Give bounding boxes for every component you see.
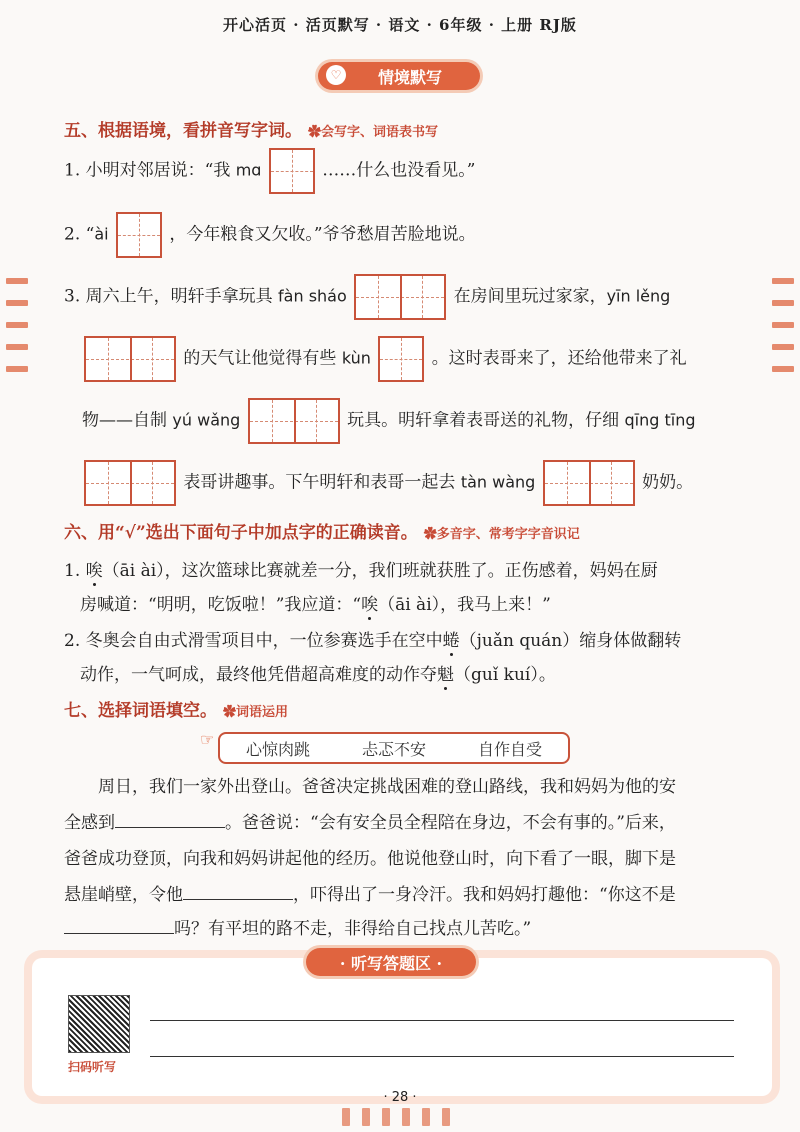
side-mark <box>772 344 794 350</box>
bottom-mark <box>362 1108 370 1126</box>
page-header: 开心活页 · 活页默写 · 语文 · 6年级 · 上册 RJ版 <box>223 16 577 34</box>
section-7-title: 七、选择词语填空。 ✿词语运用 <box>64 701 289 721</box>
word-option: 心惊肉跳 <box>245 739 310 759</box>
q1-line: 1. 小明对邻居说：“我 mɑ ……什么也没看见。” <box>64 148 475 194</box>
word-option: 自作自受 <box>477 739 542 759</box>
s7-line-2: 全感到 。爸爸说：“会有安全员全程陪在身边，不会有事的。”后来， <box>64 813 676 833</box>
qr-code-icon[interactable] <box>68 995 130 1053</box>
section-5-tag: ✿会写字、词语表书写 <box>308 125 439 140</box>
s6-line-1: 1. 唉（āi ài），这次篮球比赛就差一分，我们班就获胜了。正伤感着，妈妈在厨 <box>64 561 658 581</box>
answer-line[interactable] <box>150 1020 734 1021</box>
answer-line[interactable] <box>150 1056 734 1057</box>
s7-line-3: 爸爸成功登顶，向我和妈妈讲起他的经历。他说他登山时，向下看了一眼，脚下是 <box>64 849 676 869</box>
q2-line: 2. “ài ，今年粮食又欠收。”爷爷愁眉苦脸地说。 <box>64 212 476 258</box>
answer-area <box>32 958 772 1096</box>
word-option: 忐忑不安 <box>361 739 426 759</box>
hand-icon: ☞ <box>200 730 215 749</box>
bottom-mark <box>342 1108 350 1126</box>
write-box[interactable] <box>269 148 315 194</box>
bottom-mark <box>402 1108 410 1126</box>
section-7-tag: ✿词语运用 <box>223 705 289 720</box>
q3-line-3: 物——自制 yú wǎng 玩具。明轩拿着表哥送的礼物，仔细 qīng tīng <box>82 398 696 444</box>
fill-blank[interactable] <box>115 827 225 828</box>
side-mark <box>6 300 28 306</box>
side-mark <box>6 366 28 372</box>
write-box[interactable] <box>354 274 446 320</box>
side-mark <box>772 278 794 284</box>
s7-line-1: 周日，我们一家外出登山。爸爸决定挑战困难的登山路线，我和妈妈为他的安 <box>98 777 676 797</box>
section-6-tag: ✿多音字、常考字字音识记 <box>423 527 580 542</box>
write-box[interactable] <box>84 460 176 506</box>
side-mark <box>772 322 794 328</box>
fill-blank[interactable] <box>183 899 293 900</box>
answer-banner: · 听写答题区 · <box>306 948 476 976</box>
side-mark <box>772 300 794 306</box>
section-banner: ♡ 情境默写 <box>318 62 480 90</box>
bottom-mark <box>422 1108 430 1126</box>
write-box[interactable] <box>543 460 635 506</box>
bottom-mark <box>382 1108 390 1126</box>
side-mark <box>6 278 28 284</box>
side-mark <box>6 344 28 350</box>
s7-line-4: 悬崖峭壁，令他 ，吓得出了一身冷汗。我和妈妈打趣他：“你这不是 <box>64 885 676 905</box>
section-5-title: 五、根据语境，看拼音写字词。 ✿会写字、词语表书写 <box>64 121 439 141</box>
write-box[interactable] <box>248 398 340 444</box>
s6-line-2: 房喊道：“明明，吃饭啦！”我应道：“唉（āi ài），我马上来！” <box>80 595 551 615</box>
word-bank <box>218 732 570 764</box>
s6-line-3: 2. 冬奥会自由式滑雪项目中，一位参赛选手在空中蜷（juǎn quán）缩身体做翻转 <box>64 631 682 651</box>
section-6-title: 六、用“√”选出下面句子中加点字的正确读音。 ✿多音字、常考字字音识记 <box>64 523 580 543</box>
qr-label: 扫码听写 <box>68 1060 117 1074</box>
write-box[interactable] <box>116 212 162 258</box>
side-mark <box>6 322 28 328</box>
heart-icon: ♡ <box>326 65 346 85</box>
s7-line-5: 吗？有平坦的路不走，非得给自己找点儿苦吃。” <box>64 914 531 939</box>
write-box[interactable] <box>378 336 424 382</box>
q3-line-1: 3. 周六上午，明轩手拿玩具 fàn sháo 在房间里玩过家家，yīn lěng <box>64 274 670 320</box>
page-number: · 28 · <box>383 1090 417 1105</box>
bottom-mark <box>442 1108 450 1126</box>
s6-line-4: 动作，一气呵成，最终他凭借超高难度的动作夺魁（guǐ kuí）。 <box>80 665 556 685</box>
fill-blank[interactable] <box>64 933 174 934</box>
q3-line-4: 表哥讲趣事。下午明轩和表哥一起去 tàn wàng 奶奶。 <box>82 460 693 506</box>
q3-line-2: 的天气让他觉得有些 kùn 。这时表哥来了，还给他带来了礼 <box>82 336 687 382</box>
write-box[interactable] <box>84 336 176 382</box>
side-mark <box>772 366 794 372</box>
